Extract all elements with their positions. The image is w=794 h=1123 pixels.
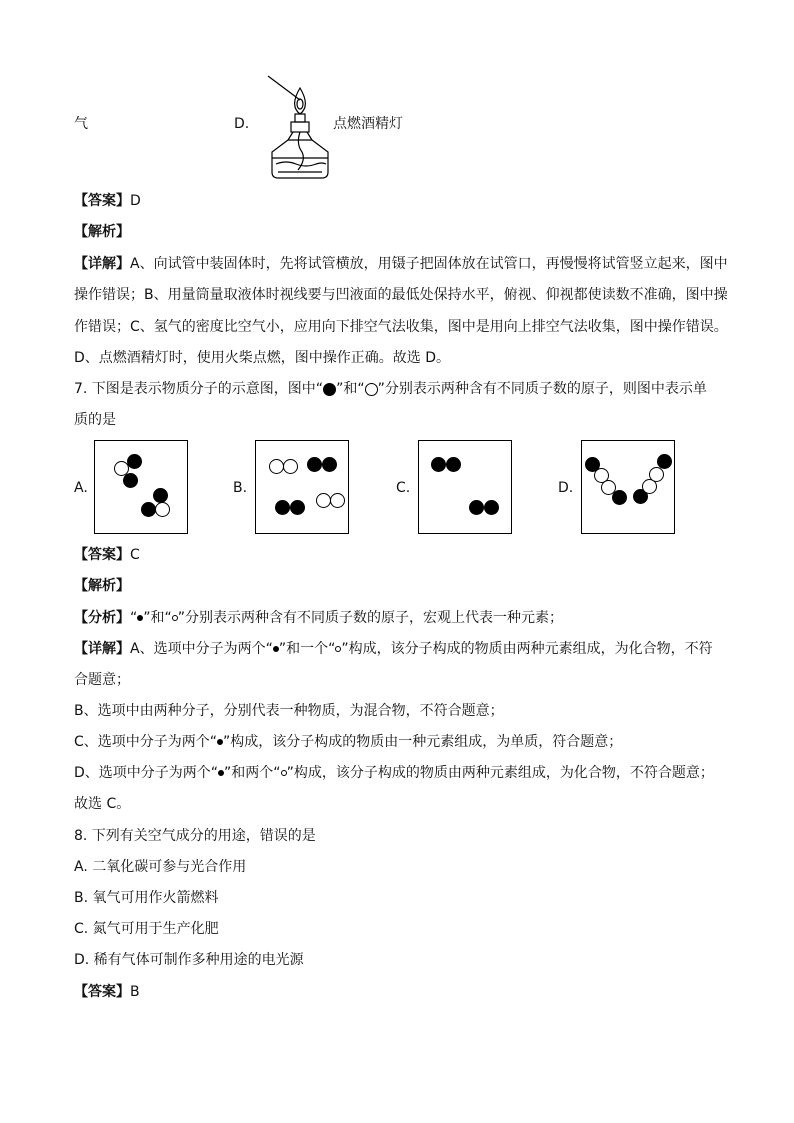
filled-atom: [431, 457, 446, 472]
q7-stem-line-1: [74, 379, 707, 399]
q7-detail-b-line: B、选项中由两种分子，分别代表一种物质，为混合物，不符合题意；: [74, 703, 504, 719]
hollow-atom-icon: [365, 383, 378, 396]
option-d-figure: [581, 440, 675, 534]
q7-detail-c-line: [74, 732, 622, 752]
q7-fenxi-line: [74, 608, 563, 628]
hollow-atom: [155, 502, 170, 517]
q7-stem-part-c: ”分别表示两种含有不同质子数的原子，则图中表示单: [377, 381, 707, 397]
option-c-figure: [418, 440, 512, 534]
q7-detail-a-line-2: 合题意；: [74, 672, 130, 688]
q7-stem-part-a: 7. 下图是表示物质分子的示意图，图中“: [74, 381, 324, 397]
option-d-label-q7: D.: [558, 480, 574, 496]
fenxi-part-b: ”和“: [143, 610, 172, 626]
alcohol-lamp-figure: [262, 74, 334, 184]
detail-d-part-c: ”构成，该分子构成的物质由两种元素组成，为化合物，不符合题意；: [286, 765, 714, 781]
filled-atom: [446, 457, 461, 472]
filled-atom: [469, 500, 484, 515]
hollow-atom: [649, 467, 664, 482]
filled-atom: [307, 457, 322, 472]
q8-stem: 8. 下列有关空气成分的用途，错误的是: [74, 828, 316, 844]
answer-value: C: [130, 547, 140, 563]
detail-d-part-b: ”和两个“: [224, 765, 281, 781]
detail-text: A、向试管中装固体时，先将试管横放，用镊子把固体放在试管口，再慢慢将试管竖立起来，图中: [130, 256, 728, 272]
detail-tag: 【详解】: [74, 256, 130, 272]
q7-detail-d-line: [74, 763, 714, 783]
q8-answer: [74, 982, 140, 1002]
q6-analysis-tag: 【解析】: [74, 224, 130, 240]
q6-detail-line-4: D、点燃酒精灯时，使用火柴点燃，图中操作正确。故选 D。: [74, 350, 451, 366]
fenxi-part-a: “: [130, 610, 138, 626]
option-b-figure: [255, 440, 349, 534]
hollow-atom: [283, 459, 298, 474]
filled-atom: [290, 500, 305, 515]
filled-atom: [153, 488, 168, 503]
q7-answer: [74, 545, 140, 565]
option-b-label: B.: [233, 480, 248, 496]
option-d-label: D.: [234, 116, 250, 132]
hollow-atom: [269, 459, 284, 474]
filled-atom: [657, 454, 672, 469]
q7-stem-line-2: 质的是: [74, 412, 116, 428]
q6-detail-line-2: 操作错误；B、用量筒量取液体时视线要与凹液面的最低处保持水平，俯视、仰视都使读数不准确，图中操: [74, 287, 728, 303]
hollow-atom: [316, 493, 331, 508]
filled-atom: [612, 490, 627, 505]
answer-tag: 【答案】: [74, 547, 130, 563]
detail-c-part-b: ”构成，该分子构成的物质由一种元素组成，为单质，符合题意；: [223, 734, 623, 750]
filled-atom: [322, 457, 337, 472]
answer-tag: 【答案】: [74, 984, 130, 1000]
detail-tag: 【详解】: [74, 641, 130, 657]
detail-a-part-a: A、选项中分子为两个“: [130, 641, 273, 657]
filled-atom: [127, 454, 142, 469]
option-d-text: 点燃酒精灯: [333, 116, 403, 132]
q6-detail-line-3: 作错误；C、氢气的密度比空气小，应用向下排空气法收集，图中是用向上排空气法收集，图中操作错误。: [74, 319, 728, 335]
option-a-figure: [94, 440, 188, 534]
q8-option-c: C. 氮气可用于生产化肥: [74, 921, 219, 937]
q6-detail-line-1: [74, 254, 728, 274]
top-left-text: 气: [74, 116, 88, 132]
fenxi-part-c: ”分别表示两种含有不同质子数的原子，宏观上代表一种元素；: [177, 610, 564, 626]
fenxi-tag: 【分析】: [74, 610, 130, 626]
detail-d-part-a: D、选项中分子为两个“: [74, 765, 219, 781]
detail-a-part-c: ”构成，该分子构成的物质由两种元素组成，为化合物，不符: [341, 641, 713, 657]
option-c-label: C.: [396, 480, 411, 496]
hollow-atom: [330, 493, 345, 508]
q8-option-b: B. 氧气可用作火箭燃料: [74, 890, 219, 906]
filled-atom: [484, 500, 499, 515]
detail-c-part-a: C、选项中分子为两个“: [74, 734, 218, 750]
q8-option-a: A. 二氧化碳可参与光合作用: [74, 859, 247, 875]
filled-atom-icon: [323, 383, 336, 396]
filled-atom: [141, 502, 156, 517]
answer-tag: 【答案】: [74, 193, 130, 209]
q8-option-d: D. 稀有气体可制作多种用途的电光源: [74, 952, 304, 968]
answer-value: B: [130, 984, 140, 1000]
answer-value: D: [130, 193, 141, 209]
q7-conclusion: 故选 C。: [74, 796, 131, 812]
filled-atom: [123, 473, 138, 488]
q7-analysis-tag: 【解析】: [74, 578, 130, 594]
q6-answer: [74, 191, 141, 211]
detail-a-part-b: ”和一个“: [278, 641, 336, 657]
q7-stem-part-b: ”和“: [336, 381, 365, 397]
option-a-label: A.: [74, 480, 88, 496]
q7-detail-a-line-1: [74, 639, 713, 659]
filled-atom: [275, 500, 290, 515]
